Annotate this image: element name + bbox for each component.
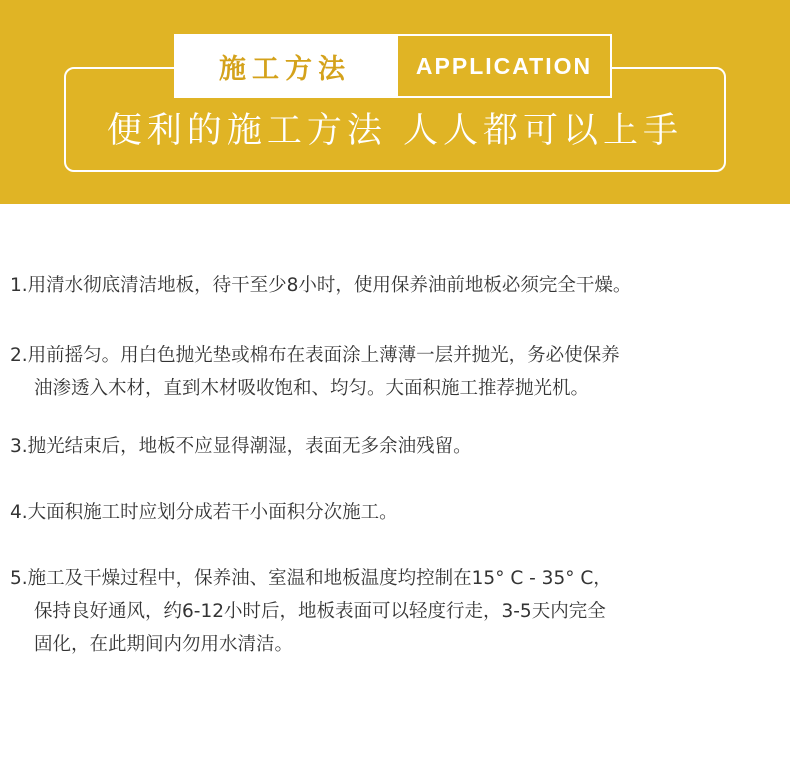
step-5: [10, 562, 785, 661]
section-title-en: APPLICATION: [396, 34, 612, 98]
step-line: 3.抛光结束后，地板不应显得潮湿，表面无多余油残留。: [10, 436, 472, 457]
step-line: 固化，在此期间内勿用水清洁。: [34, 634, 294, 655]
step-2: [10, 339, 785, 405]
step-3: [10, 430, 785, 463]
step-line: 5.施工及干燥过程中，保养油、室温和地板温度均控制在15° C - 35° C，: [10, 568, 612, 589]
step-line: 4.大面积施工时应划分成若干小面积分次施工。: [10, 502, 398, 523]
section-title-cn: 施工方法: [174, 34, 396, 98]
step-line: 1.用清水彻底清洁地板，待干至少8小时，使用保养油前地板必须完全干燥。: [10, 275, 632, 296]
step-4: [10, 496, 785, 529]
step-1: [10, 269, 785, 302]
step-line: 油渗透入木材，直到木材吸收饱和、均匀。大面积施工推荐抛光机。: [34, 378, 590, 399]
step-line: 保持良好通风，约6-12小时后，地板表面可以轻度行走，3-5天内完全: [34, 601, 606, 622]
page-subtitle: 便利的施工方法 人人都可以上手: [106, 111, 684, 151]
step-line: 2.用前摇匀。用白色抛光垫或棉布在表面涂上薄薄一层并抛光，务必使保养: [10, 345, 620, 366]
header-banner: [0, 0, 790, 204]
